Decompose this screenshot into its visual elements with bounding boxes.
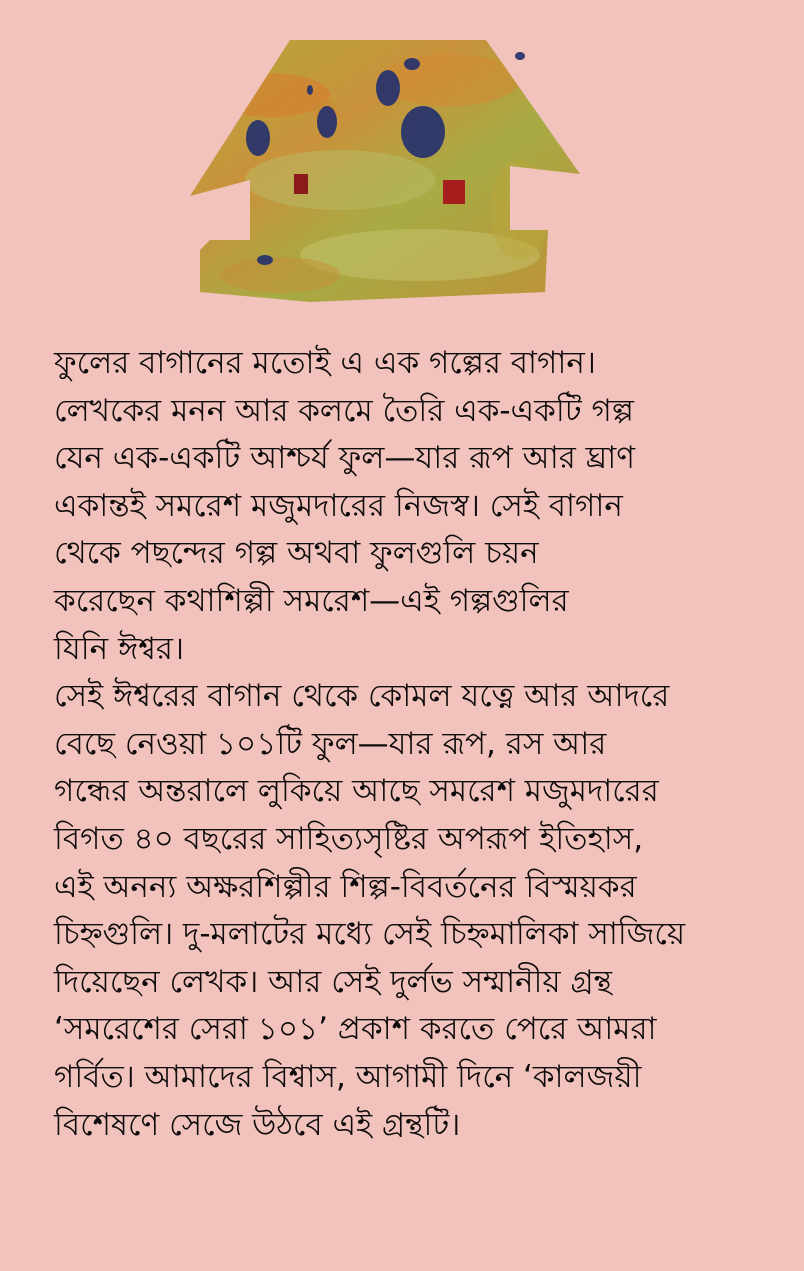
- blurb-line: গর্বিত। আমাদের বিশ্বাস, আগামী দিনে ‘কালজয়ী: [54, 1058, 642, 1095]
- blurb-line: বিগত ৪০ বছরের সাহিত্যসৃষ্টির অপরূপ ইতিহাস,: [54, 820, 644, 857]
- blurb-line: চিহ্নগুলি। দু-মলাটের মধ্যে সেই চিহ্নমালিকা সাজিয়ে: [54, 916, 686, 953]
- house-illustration: [190, 40, 590, 302]
- window-left: [294, 174, 308, 194]
- window-right: [443, 180, 465, 204]
- blurb-line: ‘সমরেশের সেরা ১০১’ প্রকাশ করতে পেরে আমরা: [54, 1011, 657, 1048]
- blurb-line: যেন এক-একটি আশ্চর্য ফুল—যার রূপ আর ঘ্রাণ: [54, 440, 636, 477]
- blurb-line: করেছেন কথাশিল্পী সমরেশ—এই গল্পগুলির: [54, 582, 569, 619]
- blurb-line: দিয়েছেন লেখক। আর সেই দুর্লভ সম্মানীয় গ্রন্থ: [54, 963, 613, 1000]
- blurb-line: বেছে নেওয়া ১০১টি ফুল—যার রূপ, রস আর: [54, 725, 607, 762]
- blurb-line: ফুলের বাগানের মতোই এ এক গল্পের বাগান।: [54, 345, 596, 381]
- blurb-line: এই অনন্য অক্ষরশিল্পীর শিল্প-বিবর্তনের বিস্ময়কর: [54, 868, 637, 905]
- blurb-line: বিশেষণে সেজে উঠবে এই গ্রন্থটি।: [54, 1106, 461, 1143]
- blurb-line: একান্তই সমরেশ মজুমদারের নিজস্ব। সেই বাগান: [54, 487, 623, 524]
- blurb-text: [54, 340, 764, 1149]
- blurb-line: থেকে পছন্দের গল্প অথবা ফুলগুলি চয়ন: [54, 535, 539, 572]
- blurb-line: লেখকের মনন আর কলমে তৈরি এক-একটি গল্প: [54, 392, 634, 429]
- blurb-line: সেই ঈশ্বরের বাগান থেকে কোমল যত্নে আর আদরে: [54, 678, 670, 715]
- blurb-line: গন্ধের অন্তরালে লুকিয়ে আছে সমরেশ মজুমদারের: [54, 773, 659, 810]
- blurb-line: যিনি ঈশ্বর।: [54, 630, 185, 667]
